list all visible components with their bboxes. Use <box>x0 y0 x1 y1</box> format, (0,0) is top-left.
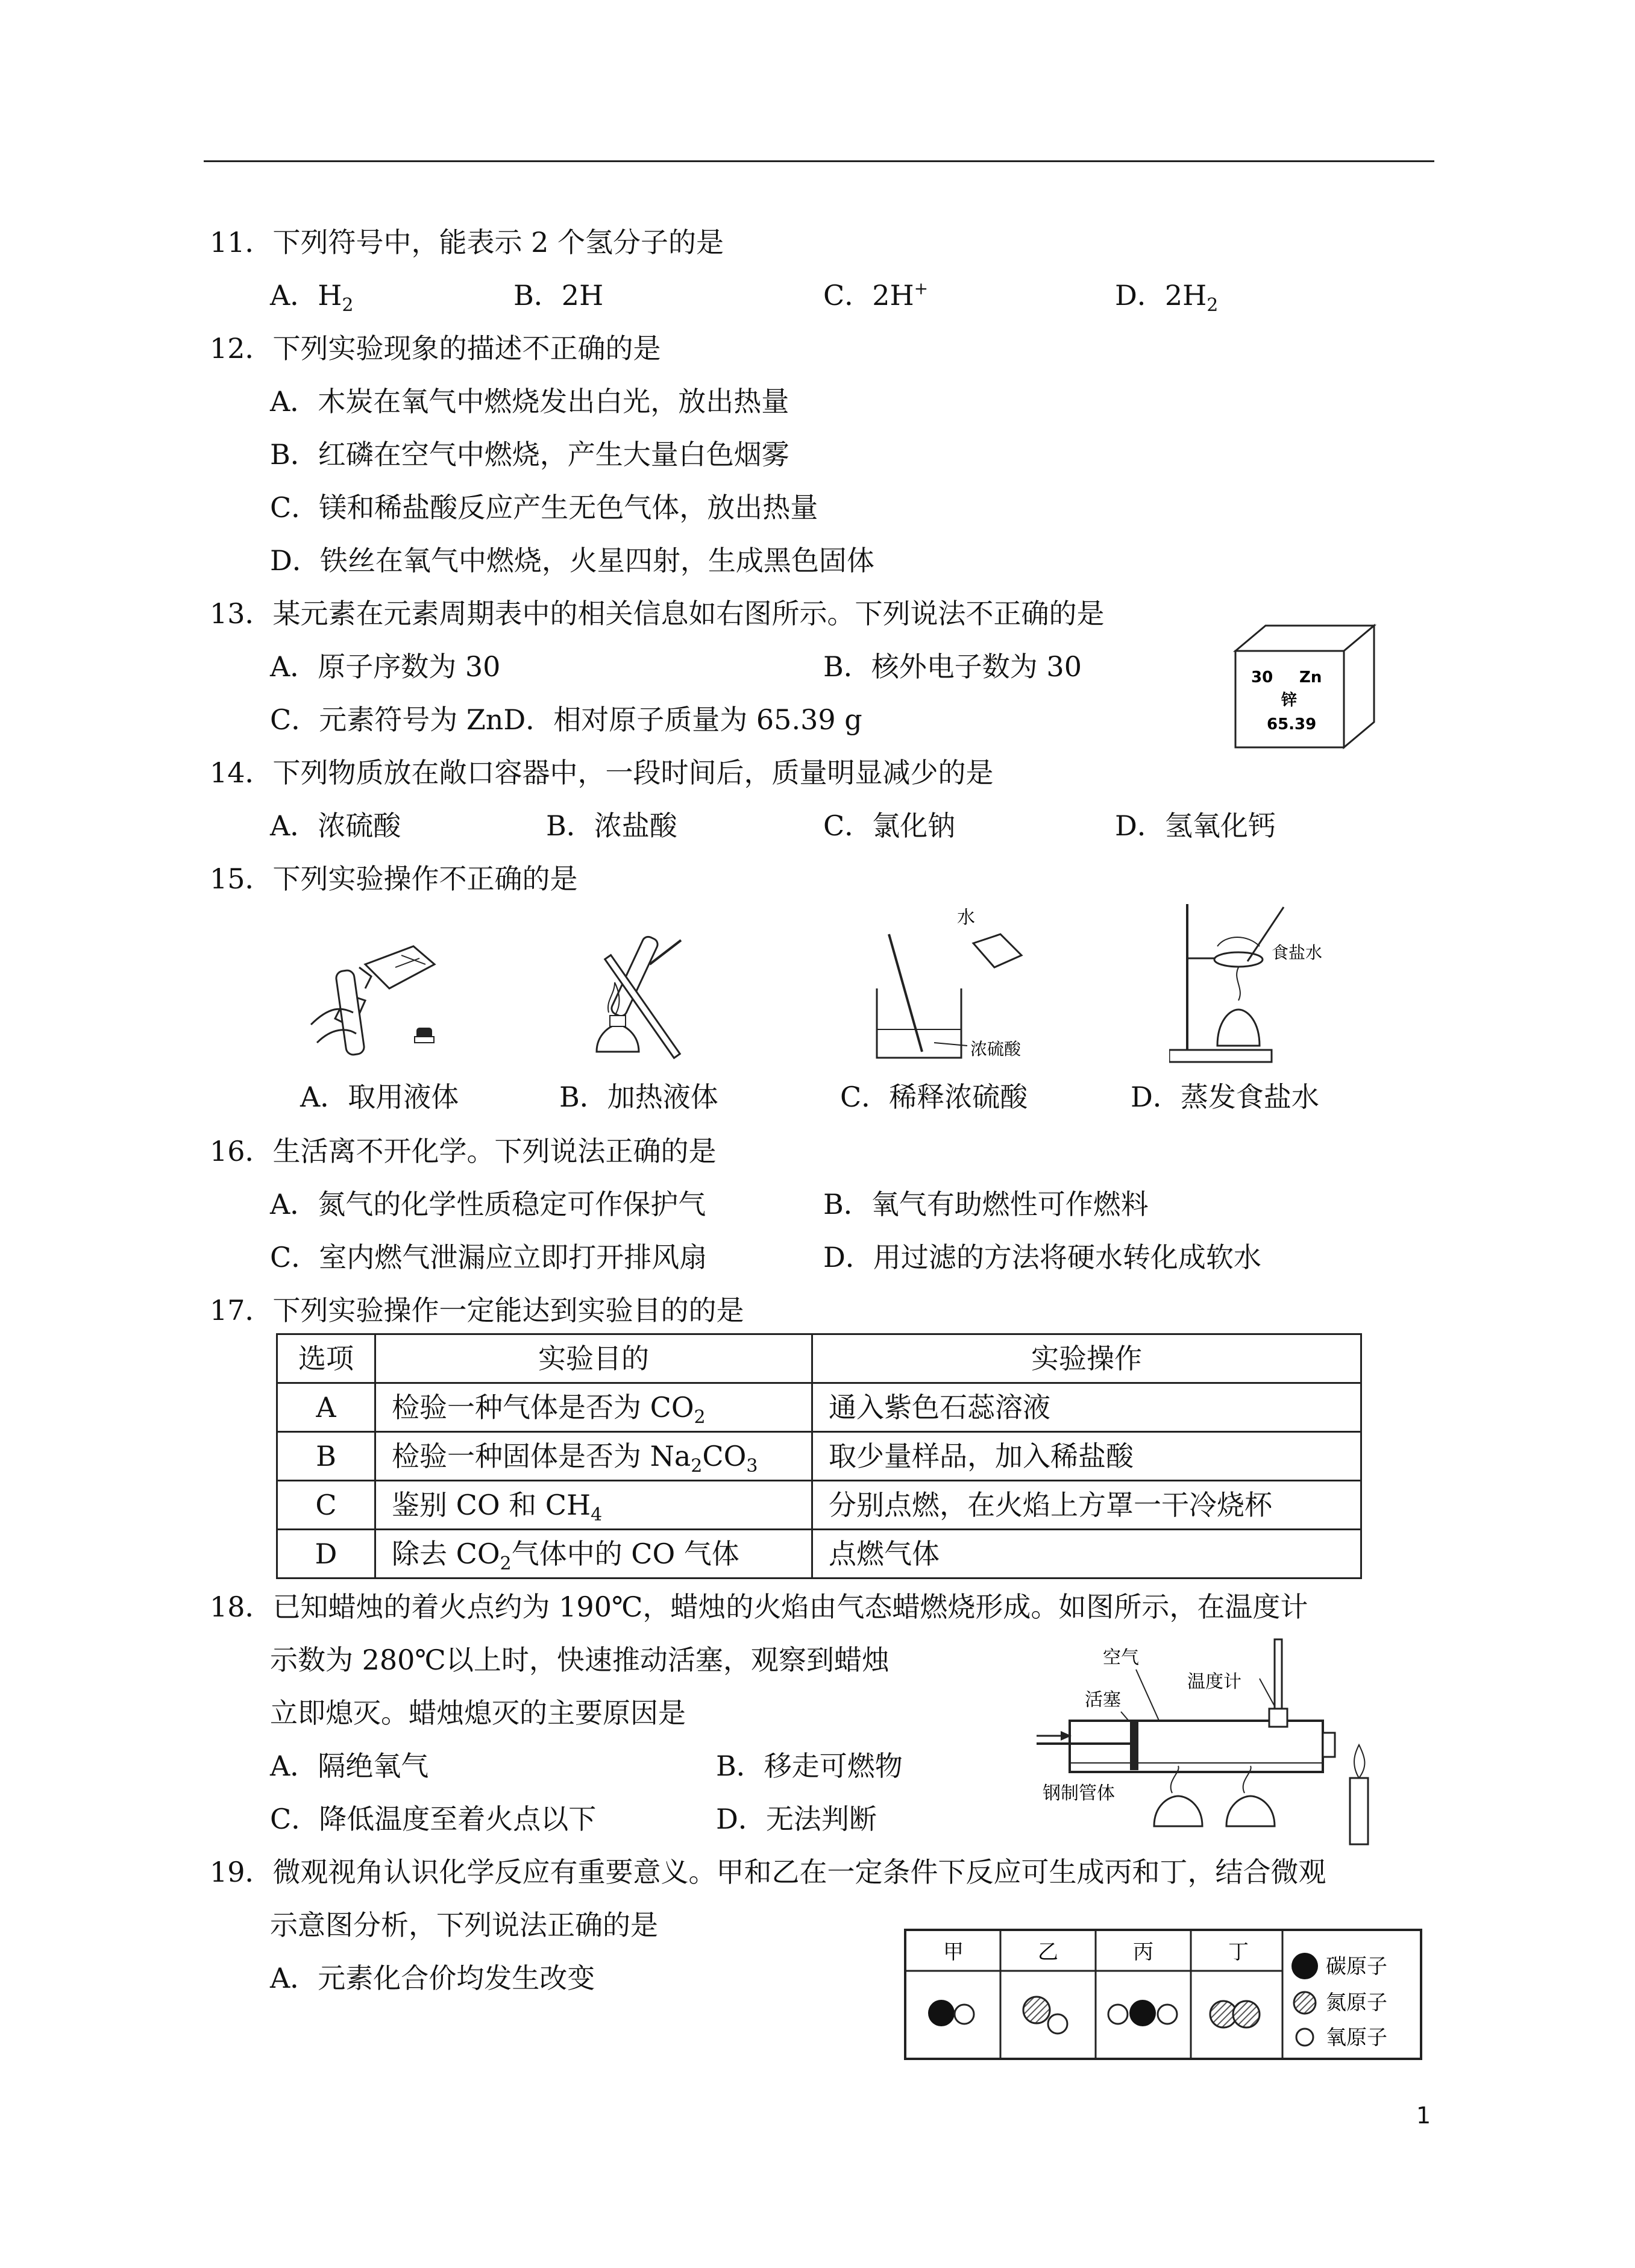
header-operation: 实验操作 <box>812 1334 1361 1383</box>
row-operation: 点燃气体 <box>812 1530 1361 1578</box>
q13-stem: 13．某元素在元素周期表中的相关信息如右图所示。下列说法不正确的是 <box>210 597 1105 630</box>
q18-option-a[interactable]: A．隔绝氧气 <box>270 1750 429 1782</box>
cube-name: 锌 <box>1281 691 1298 709</box>
q18-stem-line2: 示数为 280℃以上时，快速推动活塞，观察到蜡烛 <box>270 1644 890 1676</box>
q14-stem: 14．下列物质放在敞口容器中，一段时间后，质量明显减少的是 <box>210 756 994 789</box>
label-piston: 活塞 <box>1085 1689 1121 1710</box>
q13-option-cd[interactable]: C．元素符号为 ZnD．相对原子质量为 65.39 g <box>270 703 862 736</box>
q18-option-c[interactable]: C．降低温度至着火点以下 <box>270 1803 597 1835</box>
q12-option-b[interactable]: B．红磷在空气中燃烧，产生大量白色烟雾 <box>270 438 789 471</box>
row-option: D <box>277 1530 375 1578</box>
element-cube-figure <box>1229 621 1380 753</box>
label-water: 水 <box>957 907 975 928</box>
dilute-acid-figure <box>856 898 1055 1073</box>
row-operation: 通入紫色石蕊溶液 <box>812 1383 1361 1432</box>
molecule-diagram <box>904 1929 1422 2061</box>
q12-option-d[interactable]: D．铁丝在氧气中燃烧，火星四射，生成黑色固体 <box>270 544 874 577</box>
pour-liquid-figure <box>299 922 456 1061</box>
header-jia: 甲 <box>943 1940 964 1964</box>
header-option: 选项 <box>277 1334 375 1383</box>
header-bing: 丙 <box>1133 1940 1153 1964</box>
cube-number: 30 <box>1251 668 1273 686</box>
q12-option-c[interactable]: C．镁和稀盐酸反应产生无色气体，放出热量 <box>270 491 818 524</box>
q11-option-b[interactable]: B．2H <box>513 279 604 312</box>
header-ding: 丁 <box>1228 1940 1249 1964</box>
q14-option-c[interactable]: C．氯化钠 <box>823 809 956 842</box>
q18-option-d[interactable]: D．无法判断 <box>716 1803 877 1835</box>
q16-option-b[interactable]: B．氧气有助燃性可作燃料 <box>823 1188 1149 1220</box>
label-acid: 浓硫酸 <box>970 1039 1021 1059</box>
q15-option-b[interactable]: B．加热液体 <box>559 1081 718 1113</box>
header-rule <box>204 160 1434 162</box>
q15-option-a[interactable]: A．取用液体 <box>300 1081 459 1113</box>
row-option: B <box>277 1432 375 1481</box>
q14-option-b[interactable]: B．浓盐酸 <box>546 809 677 842</box>
q15-stem: 15．下列实验操作不正确的是 <box>210 862 578 895</box>
table-row[interactable] <box>277 1432 1361 1481</box>
q18-stem-line3: 立即熄灭。蜡烛熄灭的主要原因是 <box>270 1697 686 1729</box>
q13-option-b[interactable]: B．核外电子数为 30 <box>823 650 1082 683</box>
row-goal: 鉴别 CO 和 $CH_4$ <box>375 1481 812 1530</box>
label-brine: 食盐水 <box>1272 943 1323 963</box>
q15-option-c[interactable]: C．稀释浓硫酸 <box>840 1081 1028 1113</box>
q17-stem: 17．下列实验操作一定能达到实验目的的是 <box>210 1294 744 1327</box>
table-row[interactable] <box>277 1481 1361 1530</box>
row-operation: 分别点燃，在火焰上方罩一干冷烧杯 <box>812 1481 1361 1530</box>
row-option: A <box>277 1383 375 1432</box>
legend-oxygen: 氧原子 <box>1326 2026 1387 2050</box>
q11-option-c[interactable]: C．2H+ <box>823 278 929 312</box>
q18-stem-line1: 18．已知蜡烛的着火点约为 190℃，蜡烛的火焰由气态蜡燃烧形成。如图所示，在温度计 <box>210 1591 1308 1623</box>
table-row[interactable] <box>277 1530 1361 1578</box>
q11-stem: 11．下列符号中，能表示 2 个氢分子的是 <box>210 226 724 259</box>
q16-option-c[interactable]: C．室内燃气泄漏应立即打开排风扇 <box>270 1241 708 1274</box>
legend-nitrogen: 氮原子 <box>1326 1991 1387 2015</box>
cube-symbol: Zn <box>1299 668 1322 686</box>
q18-option-b[interactable]: B．移走可燃物 <box>716 1750 903 1782</box>
evaporate-figure <box>1169 892 1362 1073</box>
q13-option-a[interactable]: A．原子序数为 30 <box>270 650 501 683</box>
heat-liquid-figure <box>579 922 723 1067</box>
label-tube: 钢制管体 <box>1043 1783 1115 1804</box>
cube-mass: 65.39 <box>1267 715 1317 733</box>
table-row[interactable] <box>277 1383 1361 1432</box>
q12-option-a[interactable]: A．木炭在氧气中燃烧发出白光，放出热量 <box>270 385 789 418</box>
header-yi: 乙 <box>1038 1940 1058 1964</box>
q14-option-d[interactable]: D．氢氧化钙 <box>1115 809 1276 842</box>
q12-stem: 12．下列实验现象的描述不正确的是 <box>210 332 661 365</box>
q16-stem: 16．生活离不开化学。下列说法正确的是 <box>210 1135 717 1167</box>
legend-carbon: 碳原子 <box>1326 1955 1387 1979</box>
row-goal: 检验一种气体是否为 $CO_2$ <box>375 1383 812 1432</box>
q19-stem-line2: 示意图分析，下列说法正确的是 <box>270 1909 658 1941</box>
q17-table <box>276 1333 1362 1579</box>
q16-option-a[interactable]: A．氮气的化学性质稳定可作保护气 <box>270 1188 706 1220</box>
q14-option-a[interactable]: A．浓硫酸 <box>270 809 401 842</box>
row-goal: 除去 $CO_2$气体中的 CO 气体 <box>375 1530 812 1578</box>
label-air: 空气 <box>1103 1647 1139 1668</box>
row-option: C <box>277 1481 375 1530</box>
q11-option-a[interactable]: A．$H_2$ <box>270 279 354 316</box>
q11-option-d[interactable]: D．$2H_2$ <box>1115 279 1219 316</box>
q19-stem-line1: 19．微观视角认识化学反应有重要意义。甲和乙在一定条件下反应可生成丙和丁，结合微观 <box>210 1856 1326 1888</box>
row-goal: 检验一种固体是否为 $Na_2CO_3$ <box>375 1432 812 1481</box>
page-number: 1 <box>1416 2102 1431 2129</box>
q19-option-a[interactable]: A．元素化合价均发生改变 <box>270 1962 595 1994</box>
label-thermometer: 温度计 <box>1187 1671 1241 1692</box>
q15-option-d[interactable]: D．蒸发食盐水 <box>1131 1081 1319 1113</box>
q16-option-d[interactable]: D．用过滤的方法将硬水转化成软水 <box>823 1241 1261 1274</box>
candle-apparatus-figure <box>1025 1627 1398 1856</box>
header-goal: 实验目的 <box>375 1334 812 1383</box>
row-operation: 取少量样品，加入稀盐酸 <box>812 1432 1361 1481</box>
table-header-row <box>277 1334 1361 1383</box>
